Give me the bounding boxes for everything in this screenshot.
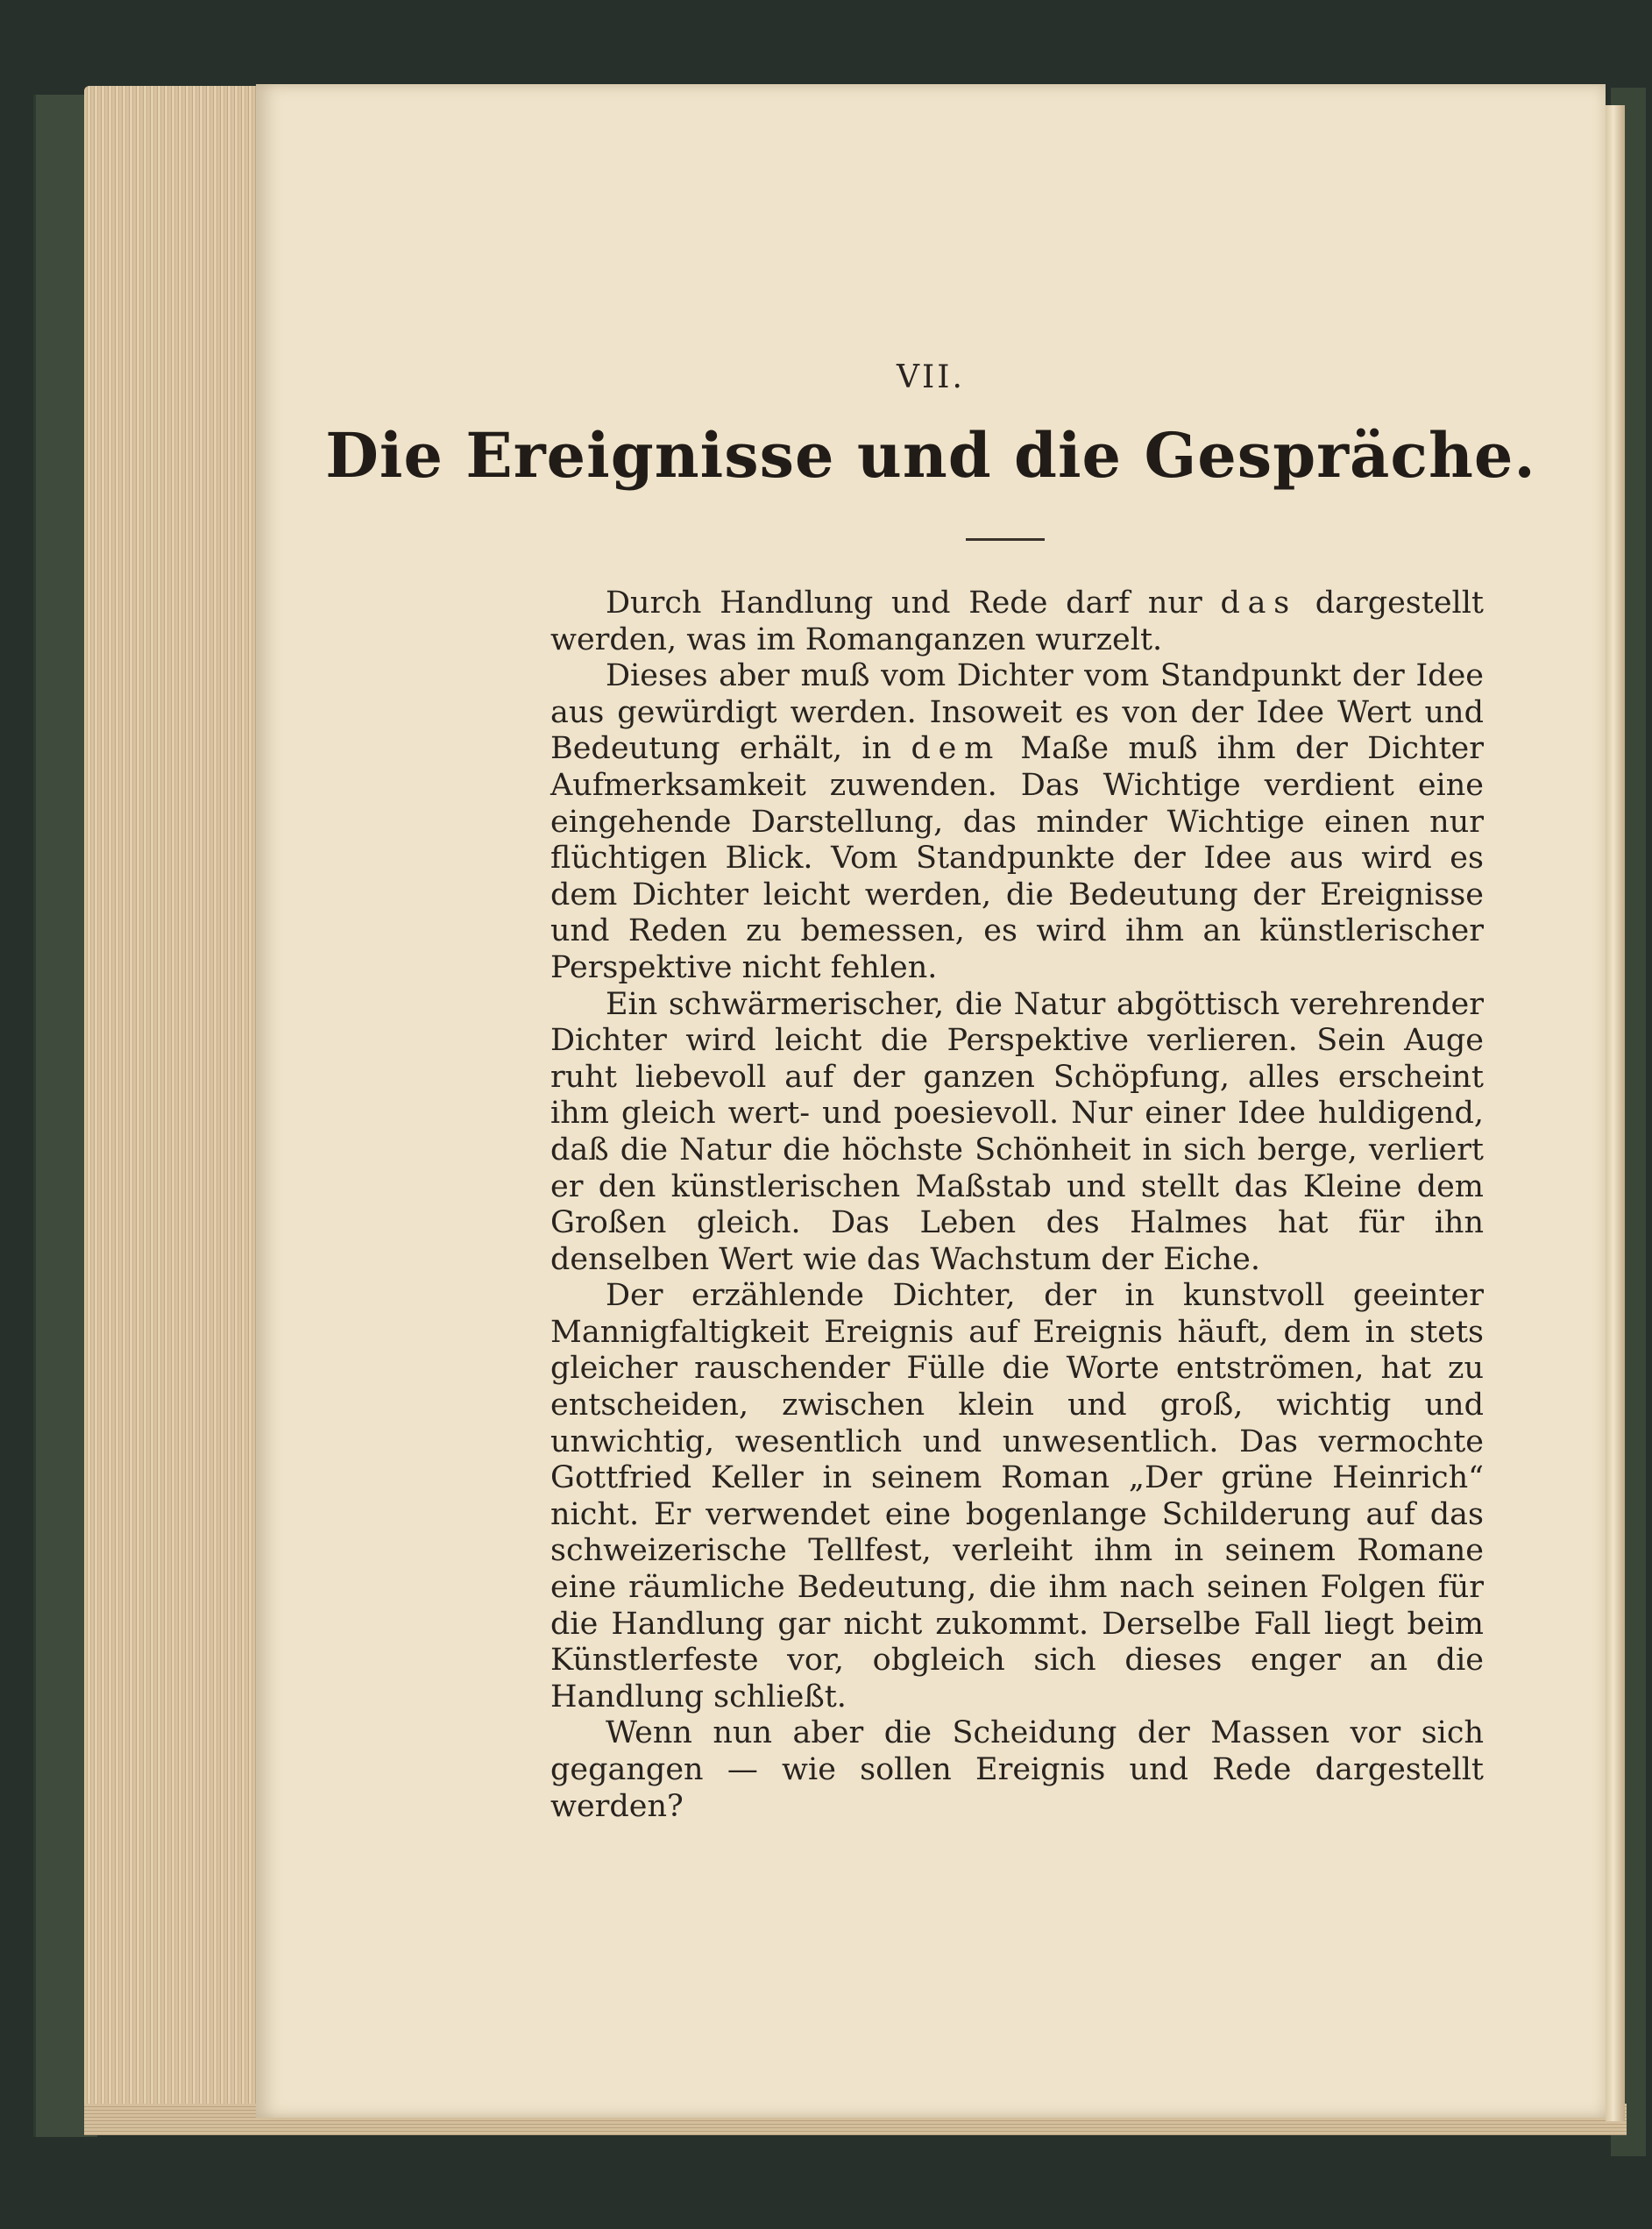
paragraph-text: Dieses aber muß vom Dichter vom Standpunkt der Idee aus gewürdigt werden. Insoweit es von der Idee Wert und Bedeutung erhält, in	[550, 658, 1484, 767]
paragraph-text: dargestellt werden, was im Romanganzen wurzelt.	[550, 586, 1484, 657]
title-divider	[966, 538, 1045, 541]
chapter-title: Die Ereignisse und die Gespräche.	[325, 419, 1536, 492]
chapter-body	[550, 586, 1484, 1825]
page-edges	[84, 86, 268, 2115]
emphasized-word: das	[1220, 586, 1297, 621]
chapter-number: VII.	[897, 359, 965, 395]
paragraph-2	[550, 658, 1484, 986]
paragraph-5: Wenn nun aber die Scheidung der Massen vor sich gegangen — wie sollen Ereignis und Rede dargestellt werden?	[550, 1715, 1484, 1824]
paragraph-4: Der erzählende Dichter, der in kunstvoll geeinter Mannigfaltigkeit Ereignis auf Ereignis häuft, dem in stets gleicher rauschender Fülle die Worte entströmen, hat zu entscheiden, zwischen klein und groß, wichtig und unwichtig, wesentlich und unwesentlich. Das vermochte Gottfried Keller in seinem Roman „Der grüne Heinrich“ nicht. Er verwendet eine bogenlange Schilderung auf das schweizerische Tellfest, verleiht ihm in seinem Romane eine räumliche Bedeutung, die ihm nach seinen Folgen für die Handlung gar nicht zukommt. Derselbe Fall liegt beim Künstlerfeste vor, obgleich sich dieses enger an die Handlung schließt.	[550, 1278, 1484, 1714]
page-gutter	[1606, 105, 1625, 2121]
paragraph-3: Ein schwärmerischer, die Natur abgöttisch verehrender Dichter wird leicht die Perspektive verlieren. Sein Auge ruht liebevoll auf der ganzen Schöpfung, alles erscheint ihm gleich wert- und poesievoll. Nur einer Idee huldigend, daß die Natur die höchste Schönheit in sich berge, verliert er den künstlerischen Maßstab und stellt das Kleine dem Großen gleich. Das Leben des Halmes hat für ihn denselben Wert wie das Wachstum der Eiche.	[550, 986, 1484, 1277]
paragraph-1	[550, 586, 1484, 658]
paragraph-text: Maße muß ihm der Dichter Aufmerksamkeit zuwenden. Das Wichtige verdient eine eingehende Darstellung, das minder Wichtige einen nur flüchtigen Blick. Vom Standpunkte der Idee aus wird es dem Dichter leicht werden, die Bedeutung der Ereignisse und Reden zu bemessen, es wird ihm an künstlerischer Perspektive nicht fehlen.	[550, 731, 1484, 985]
paragraph-text: Durch Handlung und Rede darf nur	[606, 586, 1221, 621]
emphasized-word: dem	[911, 731, 1002, 767]
